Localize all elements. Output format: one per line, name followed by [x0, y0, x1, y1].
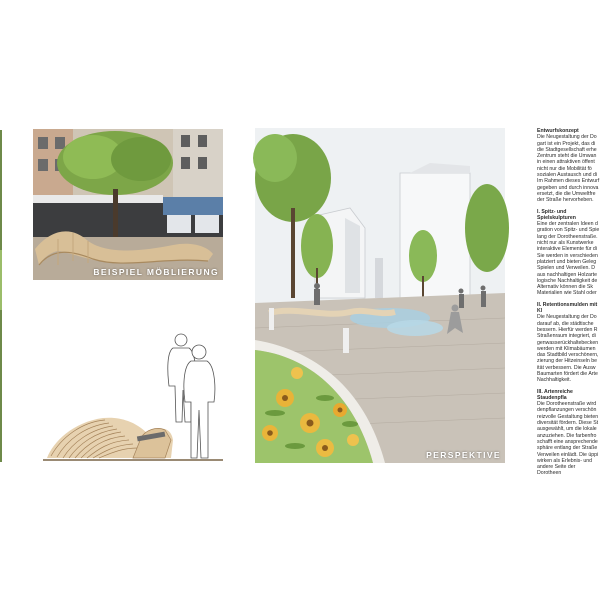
- concept-heading: Entwurfskonzept: [537, 128, 579, 134]
- street-scene-illustration: [33, 129, 223, 280]
- concept-intro: Die Neugestaltung der Do gart ist ein Projekt, das di die Stadtgesellschaft erhe Zentrum steht die Umwan in einen attraktiven öffent nicht nur die Mobilität fö sozialen Austausch und di Im Rahmen dieses Entwurf gegeben und durch innova ersetzt, die die Umweltfre der Straße hervorheben.: [537, 134, 600, 204]
- perspective-rendering: [255, 128, 505, 463]
- section-1-title: I. Spitz- und Spielskulpturen: [537, 208, 576, 221]
- section-3-title: III. Artenreiche Staudenpfla: [537, 388, 573, 401]
- bench-sketch: [33, 330, 223, 465]
- adjacent-page-edge-accent: [0, 250, 2, 310]
- furniture-example-photo: [33, 129, 223, 280]
- section-1-body: Eine der zentralen Ideen d gration von Spitz- und Spie lang der Dorotheenstraße. nicht nur als Kunstwerke interaktive Elemente für di Sie werden in verschieden platziert und bieten Geleg Spielen und Verweilen. D aus nachhaltigen Holzarte logische Nachhaltigkeit de Alternativ können die Sk Materialien wie Stahl oder: [537, 221, 600, 297]
- street-perspective-illustration: [255, 128, 505, 463]
- perspective-caption: PERSPEKTIVE: [426, 450, 501, 460]
- section-2-title: II. Retentionsmulden mit Kl: [537, 301, 598, 315]
- photo-caption: BEISPIEL MÖBLIERUNG: [93, 267, 219, 277]
- bench-with-person-drawing: [33, 330, 223, 465]
- section-3-body: Die Dorotheenstraße wird denpflanzungen verschön reizvolle Gestaltung bieten diversität fördern. Diese St ausgewählt, um die lokale anzuziehen. Die farbenfro schafft eine ansprechende sphäre entlang der Straße Verweilen einlädt. Die üppi wirken als Erlebnis- und andere Seite der Dorotheen: [537, 401, 599, 477]
- section-2-body: Die Neugestaltung der Do darauf ab, die städtische bessern. Hierfür werden R Straßenraum integriert, di genwasserückhaltebecken werden mit Klimabäumen das Stadtbild verschönern, zierung der Hitzeinseln be ität verbessern. Die Ausw Baumarten fördert die Arte Nachhaltigkeit.: [537, 314, 599, 384]
- concept-text-column: [537, 128, 600, 477]
